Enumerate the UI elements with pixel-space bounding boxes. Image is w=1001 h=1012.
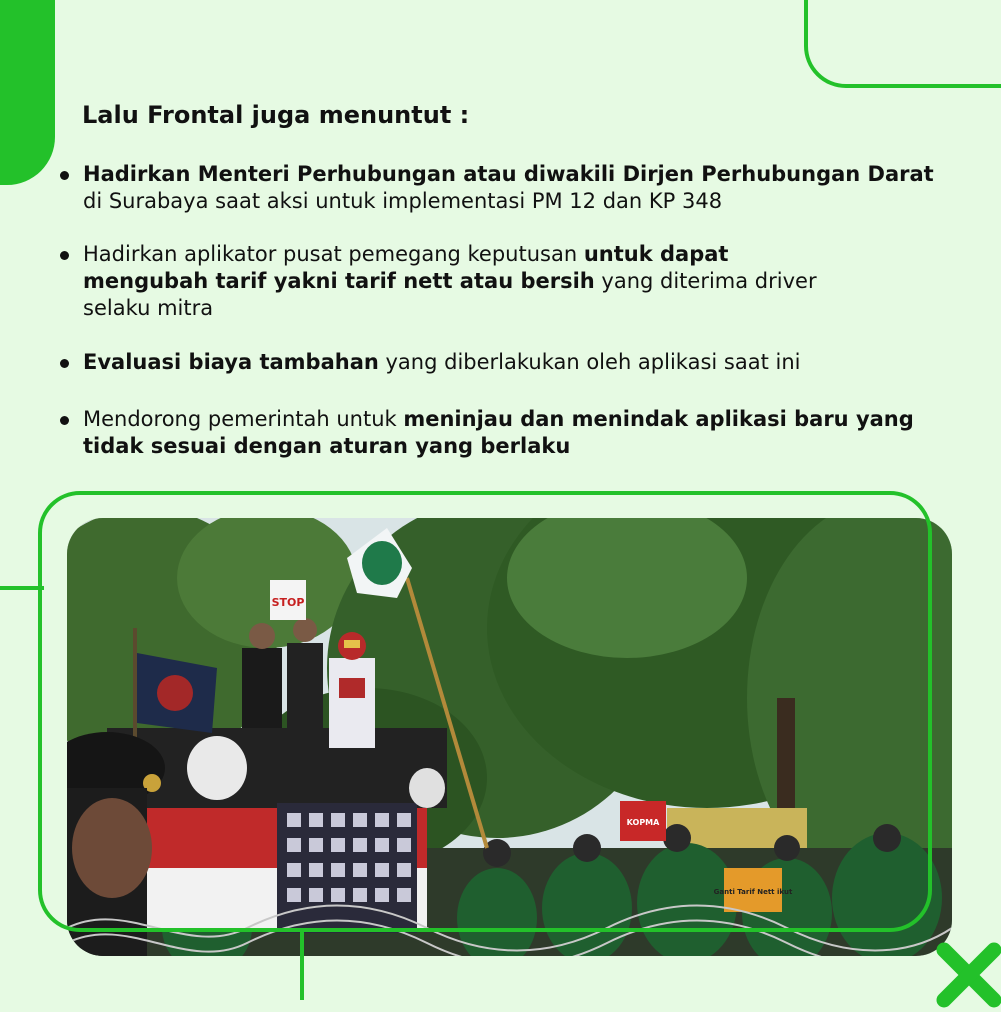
close-x-icon [936, 942, 1001, 1012]
demand-2-text: yang diterima driver selaku mitra [83, 269, 817, 320]
bullet-dot-icon [60, 171, 69, 180]
demand-1-text: di Surabaya saat aksi untuk implementasi PM 12 dan KP 348 [83, 189, 723, 213]
demand-4-lead: Mendorong pemerintah untuk [83, 407, 404, 431]
decorative-bottom-line [300, 930, 304, 1000]
demand-4-bold: meninjau dan menindak aplikasi baru yang tidak sesuai dengan aturan yang berlaku [83, 407, 914, 458]
demand-2-lead: Hadirkan aplikator pusat pemegang keputusan [83, 242, 584, 266]
demand-1-bold: Hadirkan Menteri Perhubungan atau diwakili Dirjen Perhubungan Darat [83, 162, 934, 186]
demand-3-bold: Evaluasi biaya tambahan [83, 350, 379, 374]
bullet-dot-icon [60, 359, 69, 368]
page-title: Lalu Frontal juga menuntut : [82, 101, 470, 129]
demand-item-3 [60, 349, 940, 376]
demand-item-2 [60, 241, 860, 322]
stop-sign-text: STOP [271, 596, 305, 609]
bullet-dot-icon [60, 251, 69, 260]
protest-sign-text: KOPMA [626, 818, 660, 827]
demand-item-1 [60, 161, 940, 215]
decorative-left-line [0, 586, 44, 590]
demand-3-text: yang diberlakukan oleh aplikasi saat ini [378, 350, 801, 374]
decorative-top-right-corner [804, 0, 1001, 88]
protest-photo [67, 518, 952, 956]
demand-2-bold: untuk dapat mengubah tarif yakni tarif nett atau bersih [83, 242, 729, 293]
demand-item-4 [60, 406, 930, 460]
decorative-left-bar [0, 0, 55, 185]
tariff-sign-text: Ganti Tarif Nett ikut [713, 888, 793, 896]
bullet-dot-icon [60, 416, 69, 425]
